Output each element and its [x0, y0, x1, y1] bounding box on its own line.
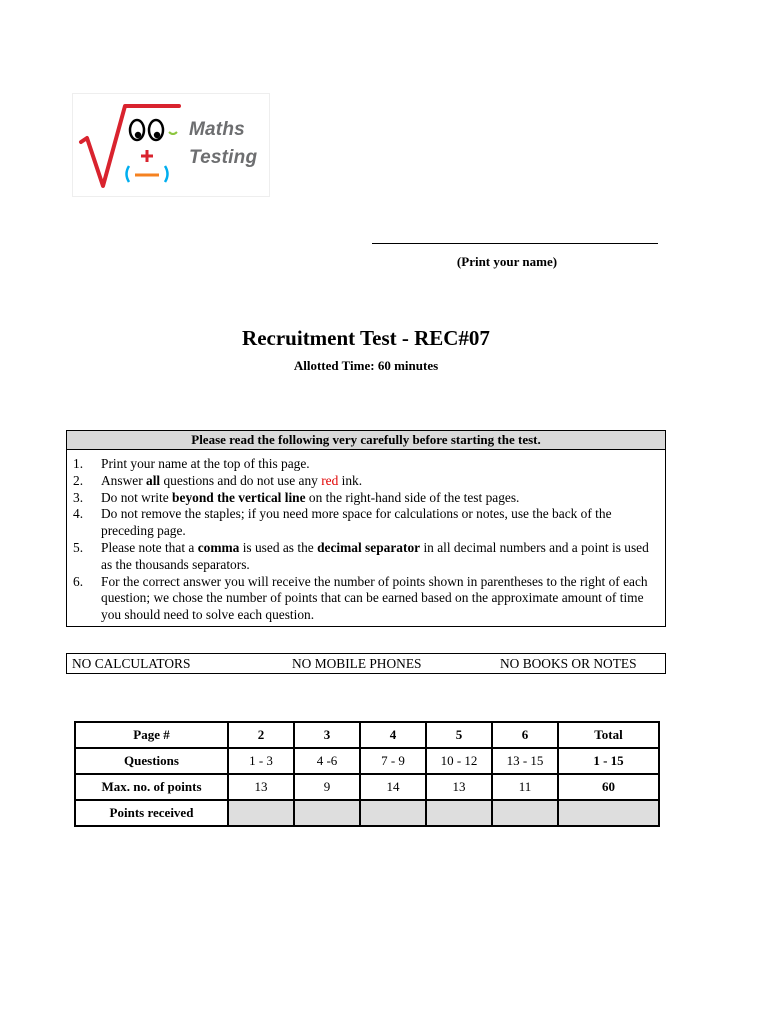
allotted-time: Allotted Time: 60 minutes — [293, 358, 439, 373]
instruction-item: 1. Print your name at the top of this page. — [73, 456, 310, 471]
points-received-field[interactable] — [426, 800, 492, 826]
instructions-box — [66, 430, 666, 627]
table-cell: 5 — [426, 722, 492, 748]
table-cell: 7 - 9 — [360, 748, 426, 774]
row-label: Page # — [75, 722, 228, 748]
table-cell: 11 — [492, 774, 558, 800]
table-cell: 4 — [360, 722, 426, 748]
table-cell: 13 - 15 — [492, 748, 558, 774]
table-cell: 13 — [228, 774, 294, 800]
table-cell: Total — [558, 722, 659, 748]
name-caption: (Print your name) — [456, 254, 558, 269]
table-row — [75, 722, 659, 748]
row-label: Questions — [75, 748, 228, 774]
instruction-item: 5. Please note that a comma is used as the decimal separator in all decimal numbers and a point is used as the thousands separators. — [73, 539, 649, 572]
points-received-field[interactable] — [492, 800, 558, 826]
table-cell: 2 — [228, 722, 294, 748]
row-label: Max. no. of points — [75, 774, 228, 800]
table-cell: 4 -6 — [294, 748, 360, 774]
table-cell: 3 — [294, 722, 360, 748]
logo-text-testing: Testing — [189, 147, 258, 168]
logo-text-maths: Maths — [189, 119, 245, 140]
table-cell: 6 — [492, 722, 558, 748]
rules-bar — [66, 653, 666, 674]
table-cell: 1 - 3 — [228, 748, 294, 774]
points-received-field[interactable] — [228, 800, 294, 826]
rule-no-books-or-notes: NO BOOKS OR NOTES — [500, 656, 637, 671]
square-root-smiley-icon — [73, 94, 269, 196]
table-row — [75, 748, 659, 774]
name-input-line[interactable] — [372, 243, 658, 244]
points-received-field[interactable] — [294, 800, 360, 826]
instruction-item: 6. For the correct answer you will receive the number of points shown in parentheses to the right of each question; we chose the number of points that can be earned based on the approximate amount of time you should need to solve each question. — [73, 573, 648, 623]
instruction-item: 2. Answer all questions and do not use any red ink. — [73, 472, 363, 488]
instruction-item: 4. Do not remove the staples; if you need more space for calculations or notes, use the back of the preceding page. — [73, 506, 612, 539]
instruction-item: 3. Do not write beyond the vertical line on the right-hand side of the test pages. — [73, 489, 520, 505]
table-cell: 1 - 15 — [558, 748, 659, 774]
table-cell: 60 — [558, 774, 659, 800]
points-table — [74, 721, 660, 827]
rule-no-calculators: NO CALCULATORS — [72, 656, 191, 671]
table-cell: 14 — [360, 774, 426, 800]
maths-testing-logo — [72, 93, 270, 197]
red-word: red — [321, 472, 339, 488]
rule-no-mobile-phones: NO MOBILE PHONES — [292, 656, 422, 671]
points-received-total[interactable] — [558, 800, 659, 826]
table-row — [75, 774, 659, 800]
page-title: Recruitment Test - REC#07 — [242, 326, 490, 350]
table-row — [75, 800, 659, 826]
instructions-heading: Please read the following very carefully before starting the test. — [67, 431, 665, 450]
points-received-field[interactable] — [360, 800, 426, 826]
table-cell: 9 — [294, 774, 360, 800]
table-cell: 13 — [426, 774, 492, 800]
table-cell: 10 - 12 — [426, 748, 492, 774]
row-label: Points received — [75, 800, 228, 826]
instructions-list — [67, 450, 665, 624]
